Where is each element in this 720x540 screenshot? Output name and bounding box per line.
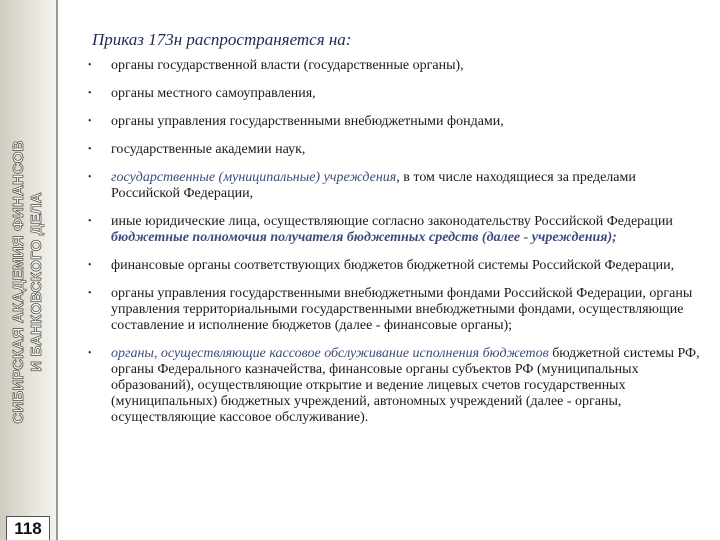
item-text: органы государственной власти (государственные органы), — [111, 58, 464, 73]
bullet-icon: • — [88, 116, 92, 127]
bullet-icon: • — [88, 172, 92, 183]
institution-name-line1: СИБИРСКАЯ АКАДЕМИЯ ФИНАНСОВ — [10, 140, 27, 424]
scope-list — [88, 58, 700, 438]
item-text: финансовые органы соответствующих бюджетов бюджетной системы Российской Федерации, — [111, 258, 675, 273]
item-text: органы управления государственными внебюджетными фондами Российской Федерации, органы управления территориальными государственными внебюджетными фондами, осуществляющие составление и исполнение бюджетов (далее - финансовые органы); — [111, 286, 693, 333]
bullet-icon: • — [88, 348, 92, 359]
bullet-icon: • — [88, 60, 92, 71]
sidebar-divider — [56, 0, 58, 540]
list-item — [88, 58, 700, 74]
list-item — [88, 346, 700, 426]
item-text: государственные академии наук, — [111, 142, 306, 157]
item-text: бюджетной системы РФ, органы Федерального казначейства, финансовые органы субъектов РФ (муниципальных образований), осуществляющие открытие и ведение лицевых счетов государственных (муниципальных) бюджетных учреждений, автономных учреждений (далее - органы, осуществляющие кассовое обслуживание). — [111, 346, 700, 425]
item-emphasis: органы, осуществляющие кассовое обслуживание исполнения бюджетов — [111, 346, 549, 361]
slide-title: Приказ 173н распространяется на: — [92, 30, 352, 49]
item-text: иные юридические лица, осуществляющие согласно законодательству Российской Федерации — [111, 214, 673, 229]
item-text: органы местного самоуправления, — [111, 86, 316, 101]
list-item — [88, 286, 700, 334]
item-text: органы управления государственными внебюджетными фондами, — [111, 114, 504, 129]
list-item — [88, 170, 700, 202]
page-number: 118 — [6, 516, 50, 540]
bullet-icon: • — [88, 88, 92, 99]
item-emphasis: бюджетные полномочия получателя бюджетных средств (далее - учреждения); — [111, 230, 617, 245]
list-item — [88, 258, 700, 274]
item-emphasis: государственные (муниципальные) учреждения — [111, 170, 397, 185]
bullet-icon: • — [88, 288, 92, 299]
item-text: , в том числе находящиеся за пределами Российской Федерации, — [111, 170, 636, 201]
institution-name-line2: И БАНКОВСКОГО ДЕЛА — [28, 192, 45, 372]
list-item — [88, 114, 700, 130]
list-item — [88, 86, 700, 102]
list-item — [88, 214, 700, 246]
bullet-icon: • — [88, 260, 92, 271]
bullet-icon: • — [88, 144, 92, 155]
list-item — [88, 142, 700, 158]
institution-name — [10, 140, 46, 423]
sidebar — [0, 0, 56, 540]
bullet-icon: • — [88, 216, 92, 227]
